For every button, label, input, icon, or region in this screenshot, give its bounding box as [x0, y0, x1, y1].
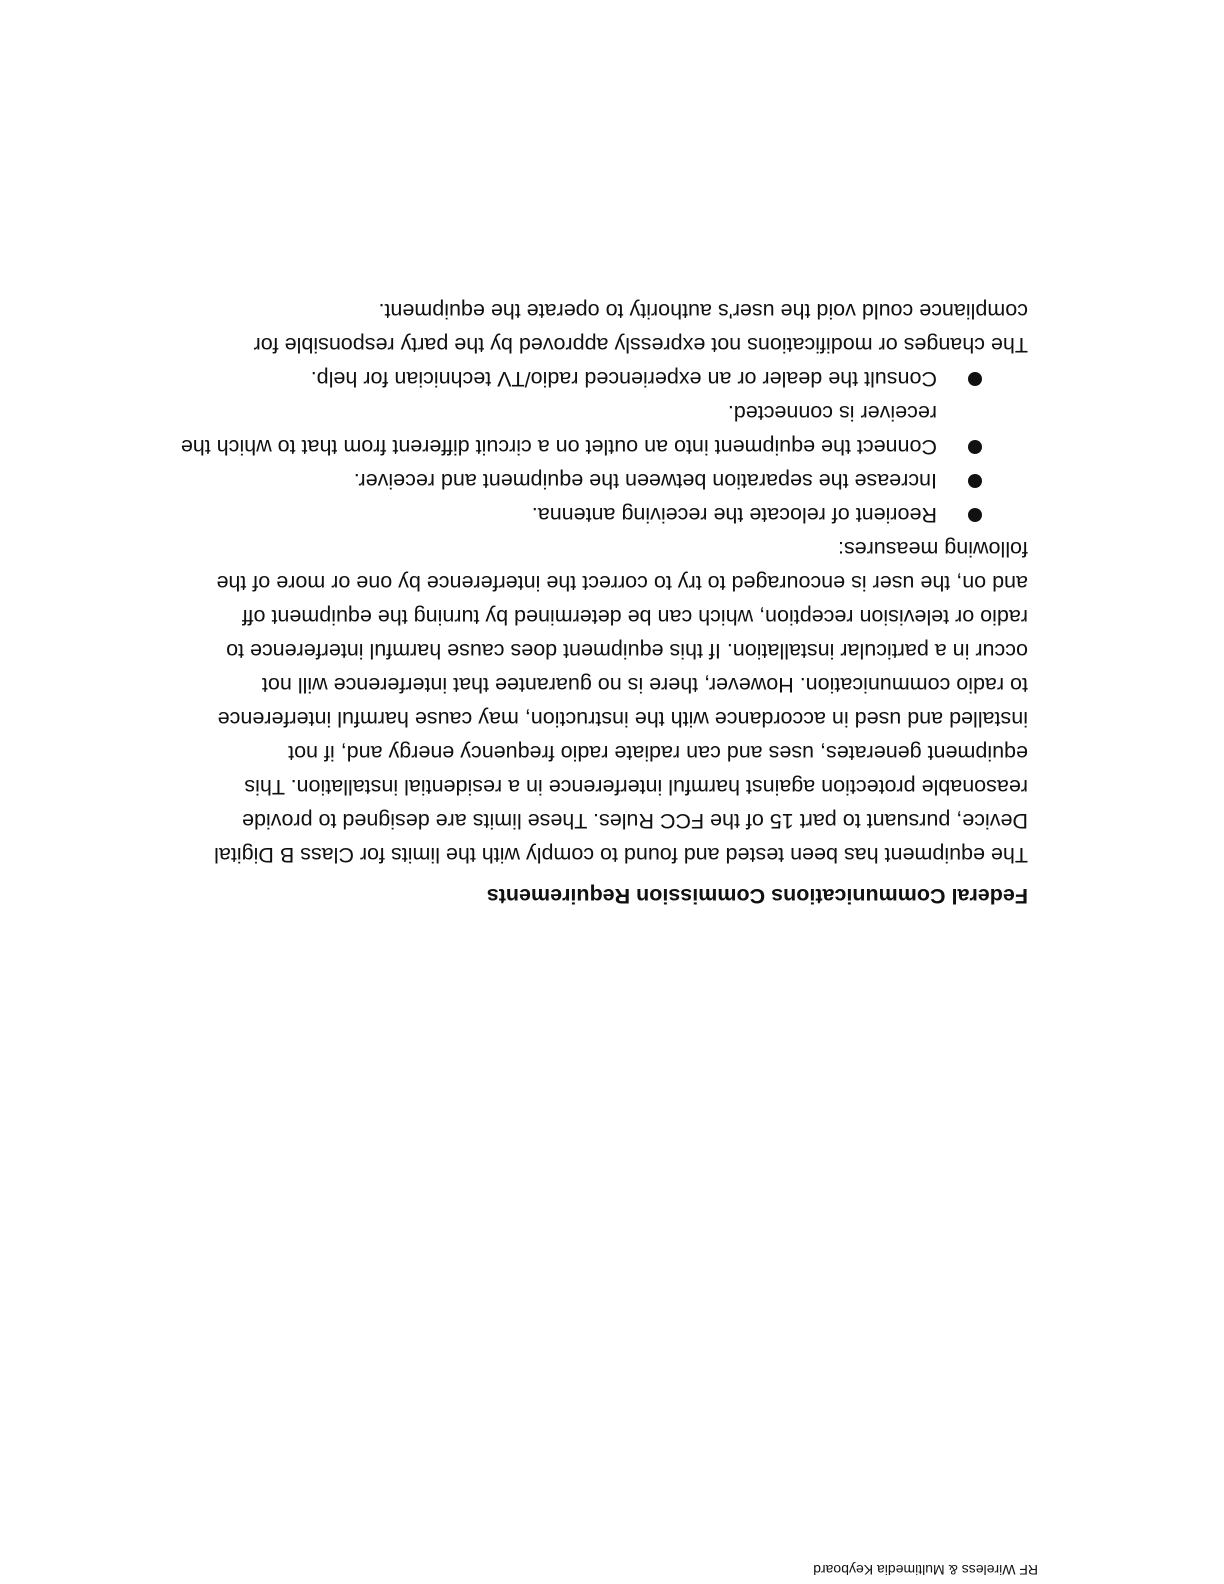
intro-line: following measures:: [837, 537, 1028, 561]
page-title: Federal Communications Commission Requirements: [486, 884, 1028, 908]
intro-line: Device, pursuant to part 15 of the FCC Rules. These limits are designed to provide: [242, 809, 1028, 833]
measures-list: [128, 362, 1028, 532]
closing-line: compliance could void the user's authority to operate the equipment.: [378, 299, 1028, 323]
list-item: [128, 430, 982, 464]
bullet-icon: [968, 474, 982, 488]
intro-line: installed and used in accordance with the instruction, may cause harmful interference: [217, 707, 1028, 731]
closing-paragraph: [128, 294, 1028, 362]
intro-line: to radio communication. However, there is no guarantee that interference will not: [261, 673, 1028, 697]
list-item: [128, 362, 982, 396]
bullet-icon: [968, 372, 982, 386]
document-body: [128, 294, 1028, 872]
bullet-icon: [968, 440, 982, 454]
intro-line: occur in a particular installation. If this equipment does cause harmful interference to: [226, 639, 1028, 663]
bullet-icon: [968, 508, 982, 522]
list-item-text: Reorient of relocate the receiving antenna.: [531, 503, 937, 527]
list-item-text: Increase the separation between the equipment and receiver.: [353, 469, 937, 493]
intro-paragraph: [128, 532, 1028, 872]
intro-line: reasonable protection against harmful interference in a residential installation. This: [244, 775, 1028, 799]
intro-line: equipment generates, uses and can radiate radio frequency energy and, if not: [288, 741, 1028, 765]
closing-line: The changes or modifications not expressly approved by the party responsible for: [253, 333, 1028, 357]
intro-line: The equipment has been tested and found to comply with the limits for Class B Digital: [214, 843, 1028, 867]
list-item-continuation: [128, 396, 982, 430]
list-item-text: receiver is connected.: [727, 401, 937, 425]
list-item: [128, 498, 982, 532]
list-item: [128, 464, 982, 498]
list-item-text: Consult the dealer or an experienced radio/TV technician for help.: [310, 367, 937, 391]
intro-line: radio or television reception, which can be determined by turning the equipment off: [241, 605, 1028, 629]
page-footer: RF Wireless & Multimedia Keyboard: [813, 1562, 1038, 1578]
list-item-text: Connect the equipment into an outlet on a circuit different from that to which the: [180, 435, 937, 459]
intro-line: and on, the user is encouraged to try to correct the interference by one or more of the: [216, 571, 1028, 595]
